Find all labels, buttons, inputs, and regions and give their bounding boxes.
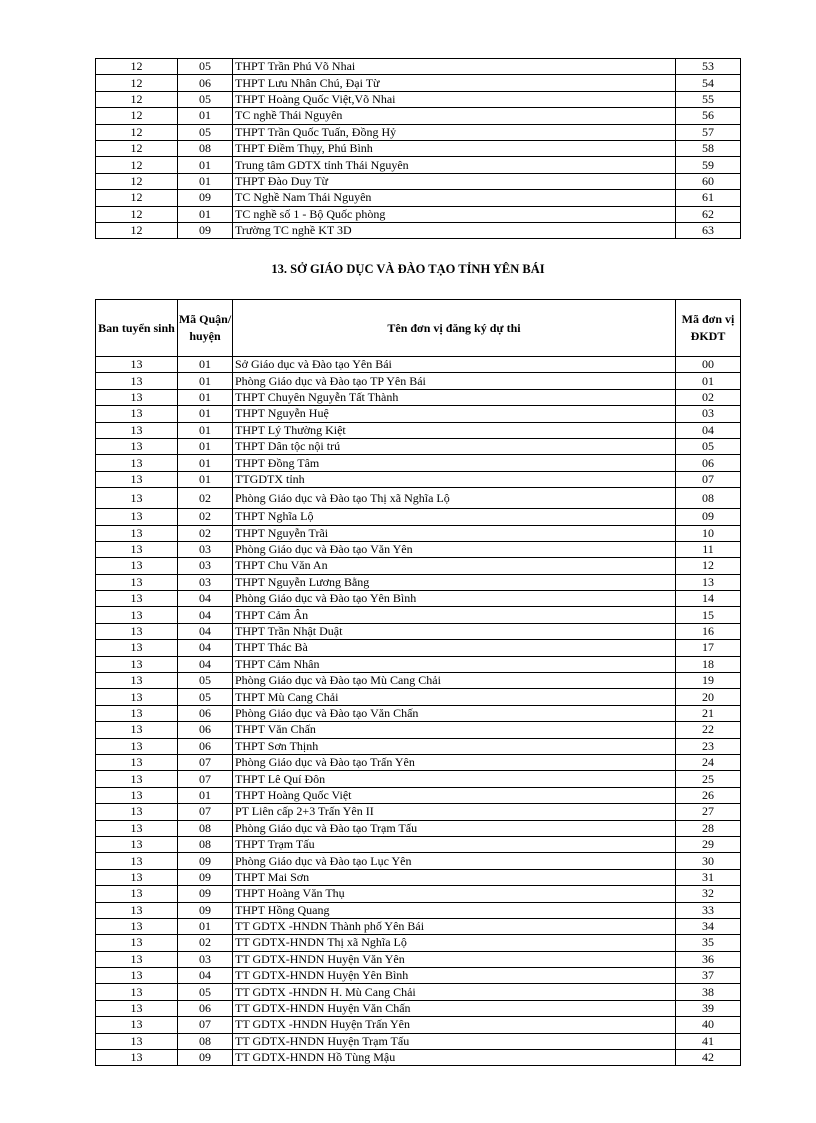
cell-ma-quan-huyen: 07: [178, 1017, 233, 1033]
cell-ten-don-vi: THPT Đồng Tâm: [233, 455, 676, 471]
cell-ban-tuyen-sinh: 13: [96, 968, 178, 984]
cell-ten-don-vi: TT GDTX -HNDN H. Mù Cang Chải: [233, 984, 676, 1000]
cell-ban-tuyen-sinh: 12: [96, 206, 178, 222]
cell-ten-don-vi: THPT Trạm Tấu: [233, 836, 676, 852]
cell-ban-tuyen-sinh: 12: [96, 108, 178, 124]
cell-ten-don-vi: THPT Hồng Quang: [233, 902, 676, 918]
cell-ma-don-vi: 01: [676, 373, 741, 389]
table-row: [96, 869, 741, 885]
cell-ma-quan-huyen: 02: [178, 488, 233, 509]
cell-ma-quan-huyen: 06: [178, 722, 233, 738]
continued-table: [95, 58, 741, 239]
cell-ma-quan-huyen: 01: [178, 438, 233, 454]
table-row: [96, 389, 741, 405]
cell-ma-quan-huyen: 08: [178, 1033, 233, 1049]
cell-ban-tuyen-sinh: 13: [96, 1000, 178, 1016]
cell-ban-tuyen-sinh: 13: [96, 722, 178, 738]
cell-ma-don-vi: 05: [676, 438, 741, 454]
cell-ban-tuyen-sinh: 13: [96, 373, 178, 389]
cell-ma-don-vi: 21: [676, 705, 741, 721]
cell-ma-quan-huyen: 08: [178, 820, 233, 836]
cell-ma-don-vi: 07: [676, 471, 741, 487]
table-row: [96, 591, 741, 607]
table-row: [96, 190, 741, 206]
cell-ban-tuyen-sinh: 13: [96, 1050, 178, 1066]
cell-ten-don-vi: THPT Thác Bà: [233, 640, 676, 656]
cell-ma-don-vi: 06: [676, 455, 741, 471]
cell-ban-tuyen-sinh: 13: [96, 673, 178, 689]
cell-ma-don-vi: 28: [676, 820, 741, 836]
cell-ma-don-vi: 20: [676, 689, 741, 705]
cell-ten-don-vi: THPT Mù Cang Chải: [233, 689, 676, 705]
cell-ma-quan-huyen: 05: [178, 124, 233, 140]
cell-ban-tuyen-sinh: 13: [96, 607, 178, 623]
cell-ten-don-vi: TT GDTX-HNDN Thị xã Nghĩa Lộ: [233, 935, 676, 951]
cell-ma-don-vi: 14: [676, 591, 741, 607]
cell-ma-don-vi: 54: [676, 75, 741, 91]
cell-ma-don-vi: 33: [676, 902, 741, 918]
cell-ma-don-vi: 61: [676, 190, 741, 206]
cell-ma-don-vi: 40: [676, 1017, 741, 1033]
cell-ma-quan-huyen: 06: [178, 705, 233, 721]
cell-ten-don-vi: Phòng Giáo dục và Đào tạo Văn Yên: [233, 541, 676, 557]
cell-ma-don-vi: 10: [676, 525, 741, 541]
cell-ban-tuyen-sinh: 13: [96, 574, 178, 590]
cell-ma-don-vi: 12: [676, 558, 741, 574]
cell-ban-tuyen-sinh: 12: [96, 173, 178, 189]
table-row: [96, 59, 741, 75]
cell-ten-don-vi: THPT Hoàng Văn Thụ: [233, 886, 676, 902]
cell-ma-quan-huyen: 06: [178, 75, 233, 91]
cell-ten-don-vi: THPT Cảm Nhân: [233, 656, 676, 672]
cell-ma-don-vi: 00: [676, 357, 741, 373]
table-row: [96, 438, 741, 454]
table-row: [96, 689, 741, 705]
cell-ban-tuyen-sinh: 13: [96, 438, 178, 454]
cell-ma-quan-huyen: 01: [178, 206, 233, 222]
cell-ma-don-vi: 24: [676, 754, 741, 770]
cell-ma-don-vi: 32: [676, 886, 741, 902]
cell-ma-quan-huyen: 04: [178, 607, 233, 623]
cell-ma-quan-huyen: 03: [178, 574, 233, 590]
cell-ban-tuyen-sinh: 13: [96, 918, 178, 934]
cell-ma-don-vi: 09: [676, 509, 741, 525]
cell-ban-tuyen-sinh: 12: [96, 59, 178, 75]
cell-ten-don-vi: THPT Nghĩa Lộ: [233, 509, 676, 525]
cell-ban-tuyen-sinh: 13: [96, 406, 178, 422]
table-row: [96, 738, 741, 754]
cell-ma-quan-huyen: 02: [178, 525, 233, 541]
cell-ma-don-vi: 08: [676, 488, 741, 509]
table-row: [96, 1050, 741, 1066]
cell-ma-don-vi: 16: [676, 623, 741, 639]
table-row: [96, 1033, 741, 1049]
cell-ten-don-vi: THPT Chuyên Nguyễn Tất Thành: [233, 389, 676, 405]
cell-ma-quan-huyen: 05: [178, 689, 233, 705]
cell-ten-don-vi: THPT Nguyễn Trãi: [233, 525, 676, 541]
table-row: [96, 787, 741, 803]
cell-ma-don-vi: 36: [676, 951, 741, 967]
cell-ten-don-vi: THPT Trần Phú Võ Nhai: [233, 59, 676, 75]
cell-ma-quan-huyen: 01: [178, 357, 233, 373]
table-row: [96, 820, 741, 836]
cell-ma-quan-huyen: 08: [178, 836, 233, 852]
cell-ma-quan-huyen: 06: [178, 738, 233, 754]
table-row: [96, 574, 741, 590]
table-row: [96, 935, 741, 951]
cell-ma-don-vi: 22: [676, 722, 741, 738]
cell-ban-tuyen-sinh: 13: [96, 640, 178, 656]
table-row: [96, 853, 741, 869]
table-row: [96, 902, 741, 918]
cell-ma-quan-huyen: 07: [178, 754, 233, 770]
cell-ma-don-vi: 59: [676, 157, 741, 173]
table-row: [96, 509, 741, 525]
cell-ten-don-vi: TC Nghề Nam Thái Nguyên: [233, 190, 676, 206]
cell-ban-tuyen-sinh: 13: [96, 509, 178, 525]
cell-ten-don-vi: TT GDTX-HNDN Huyện Văn Chấn: [233, 1000, 676, 1016]
cell-ban-tuyen-sinh: 12: [96, 124, 178, 140]
cell-ma-quan-huyen: 01: [178, 173, 233, 189]
table-row: [96, 373, 741, 389]
cell-ten-don-vi: THPT Trần Quốc Tuấn, Đồng Hỷ: [233, 124, 676, 140]
table-row: [96, 918, 741, 934]
table-row: [96, 222, 741, 238]
table-header-row: [96, 300, 741, 357]
table-row: [96, 951, 741, 967]
cell-ma-quan-huyen: 09: [178, 190, 233, 206]
cell-ma-quan-huyen: 05: [178, 59, 233, 75]
cell-ma-don-vi: 27: [676, 804, 741, 820]
cell-ma-quan-huyen: 01: [178, 422, 233, 438]
table-row: [96, 607, 741, 623]
cell-ma-don-vi: 04: [676, 422, 741, 438]
cell-ban-tuyen-sinh: 12: [96, 75, 178, 91]
cell-ma-quan-huyen: 05: [178, 91, 233, 107]
cell-ban-tuyen-sinh: 13: [96, 1033, 178, 1049]
cell-ma-quan-huyen: 09: [178, 902, 233, 918]
cell-ma-don-vi: 11: [676, 541, 741, 557]
cell-ten-don-vi: Phòng Giáo dục và Đào tạo Lục Yên: [233, 853, 676, 869]
table-row: [96, 656, 741, 672]
cell-ma-quan-huyen: 01: [178, 108, 233, 124]
cell-ten-don-vi: THPT Nguyễn Huệ: [233, 406, 676, 422]
cell-ten-don-vi: Phòng Giáo dục và Đào tạo Yên Bình: [233, 591, 676, 607]
cell-ban-tuyen-sinh: 13: [96, 541, 178, 557]
cell-ma-quan-huyen: 02: [178, 509, 233, 525]
cell-ban-tuyen-sinh: 13: [96, 886, 178, 902]
cell-ban-tuyen-sinh: 13: [96, 836, 178, 852]
table-row: [96, 984, 741, 1000]
cell-ban-tuyen-sinh: 13: [96, 488, 178, 509]
cell-ban-tuyen-sinh: 13: [96, 869, 178, 885]
cell-ten-don-vi: THPT Lê Quí Đôn: [233, 771, 676, 787]
cell-ban-tuyen-sinh: 12: [96, 140, 178, 156]
cell-ma-don-vi: 57: [676, 124, 741, 140]
registration-units-table-body: [96, 357, 741, 1066]
cell-ten-don-vi: THPT Hoàng Quốc Việt,Võ Nhai: [233, 91, 676, 107]
cell-ma-quan-huyen: 01: [178, 373, 233, 389]
table-row: [96, 108, 741, 124]
cell-ma-quan-huyen: 01: [178, 471, 233, 487]
cell-ma-don-vi: 42: [676, 1050, 741, 1066]
cell-ma-quan-huyen: 04: [178, 623, 233, 639]
header-ban-tuyen-sinh: Ban tuyển sinh: [96, 300, 178, 357]
cell-ma-quan-huyen: 03: [178, 541, 233, 557]
cell-ban-tuyen-sinh: 13: [96, 623, 178, 639]
table-row: [96, 525, 741, 541]
cell-ten-don-vi: THPT Văn Chấn: [233, 722, 676, 738]
cell-ma-don-vi: 39: [676, 1000, 741, 1016]
cell-ma-quan-huyen: 01: [178, 157, 233, 173]
cell-ma-don-vi: 25: [676, 771, 741, 787]
cell-ma-don-vi: 19: [676, 673, 741, 689]
cell-ma-quan-huyen: 04: [178, 656, 233, 672]
cell-ten-don-vi: THPT Dân tộc nội trú: [233, 438, 676, 454]
cell-ma-quan-huyen: 01: [178, 455, 233, 471]
cell-ten-don-vi: Trung tâm GDTX tỉnh Thái Nguyên: [233, 157, 676, 173]
cell-ma-quan-huyen: 01: [178, 406, 233, 422]
cell-ban-tuyen-sinh: 13: [96, 389, 178, 405]
cell-ma-don-vi: 23: [676, 738, 741, 754]
cell-ban-tuyen-sinh: 13: [96, 357, 178, 373]
cell-ban-tuyen-sinh: 13: [96, 471, 178, 487]
table-row: [96, 206, 741, 222]
table-row: [96, 124, 741, 140]
cell-ban-tuyen-sinh: 13: [96, 771, 178, 787]
table-row: [96, 623, 741, 639]
cell-ma-don-vi: 38: [676, 984, 741, 1000]
cell-ma-don-vi: 31: [676, 869, 741, 885]
table-row: [96, 471, 741, 487]
table-row: [96, 558, 741, 574]
cell-ma-quan-huyen: 03: [178, 558, 233, 574]
cell-ten-don-vi: THPT Hoàng Quốc Việt: [233, 787, 676, 803]
cell-ten-don-vi: THPT Cảm Ân: [233, 607, 676, 623]
cell-ten-don-vi: TT GDTX-HNDN Hồ Tùng Mậu: [233, 1050, 676, 1066]
cell-ma-don-vi: 15: [676, 607, 741, 623]
table-row: [96, 173, 741, 189]
cell-ten-don-vi: TT GDTX -HNDN Thành phố Yên Bái: [233, 918, 676, 934]
cell-ten-don-vi: THPT Trần Nhật Duật: [233, 623, 676, 639]
cell-ma-quan-huyen: 01: [178, 389, 233, 405]
cell-ma-don-vi: 56: [676, 108, 741, 124]
cell-ban-tuyen-sinh: 13: [96, 738, 178, 754]
cell-ma-don-vi: 17: [676, 640, 741, 656]
cell-ten-don-vi: THPT Đào Duy Từ: [233, 173, 676, 189]
cell-ban-tuyen-sinh: 13: [96, 984, 178, 1000]
cell-ma-quan-huyen: 05: [178, 673, 233, 689]
cell-ban-tuyen-sinh: 13: [96, 1017, 178, 1033]
cell-ten-don-vi: TT GDTX-HNDN Huyện Trạm Tấu: [233, 1033, 676, 1049]
cell-ma-don-vi: 03: [676, 406, 741, 422]
table-row: [96, 804, 741, 820]
cell-ten-don-vi: Phòng Giáo dục và Đào tạo Trấn Yên: [233, 754, 676, 770]
cell-ten-don-vi: THPT Sơn Thịnh: [233, 738, 676, 754]
cell-ten-don-vi: THPT Mai Sơn: [233, 869, 676, 885]
cell-ma-don-vi: 41: [676, 1033, 741, 1049]
cell-ma-don-vi: 58: [676, 140, 741, 156]
cell-ma-quan-huyen: 09: [178, 886, 233, 902]
table-row: [96, 357, 741, 373]
cell-ten-don-vi: Phòng Giáo dục và Đào tạo Thị xã Nghĩa Lộ: [233, 488, 676, 509]
cell-ten-don-vi: THPT Điềm Thụy, Phú Bình: [233, 140, 676, 156]
cell-ten-don-vi: TC nghề số 1 - Bộ Quốc phòng: [233, 206, 676, 222]
cell-ban-tuyen-sinh: 13: [96, 656, 178, 672]
table-row: [96, 722, 741, 738]
cell-ban-tuyen-sinh: 13: [96, 804, 178, 820]
cell-ten-don-vi: TC nghề Thái Nguyên: [233, 108, 676, 124]
cell-ma-quan-huyen: 07: [178, 771, 233, 787]
cell-ten-don-vi: THPT Lý Thường Kiệt: [233, 422, 676, 438]
cell-ten-don-vi: Phòng Giáo dục và Đào tạo Mù Cang Chải: [233, 673, 676, 689]
cell-ban-tuyen-sinh: 13: [96, 951, 178, 967]
cell-ban-tuyen-sinh: 13: [96, 455, 178, 471]
cell-ban-tuyen-sinh: 13: [96, 787, 178, 803]
cell-ma-quan-huyen: 09: [178, 869, 233, 885]
cell-ban-tuyen-sinh: 12: [96, 222, 178, 238]
cell-ma-quan-huyen: 04: [178, 968, 233, 984]
cell-ban-tuyen-sinh: 13: [96, 902, 178, 918]
cell-ma-don-vi: 63: [676, 222, 741, 238]
cell-ten-don-vi: TT GDTX-HNDN Huyện Yên Bình: [233, 968, 676, 984]
header-ma-don-vi: Mã đơn vị ĐKDT: [676, 300, 741, 357]
cell-ten-don-vi: TT GDTX-HNDN Huyện Văn Yên: [233, 951, 676, 967]
cell-ten-don-vi: Sở Giáo dục và Đào tạo Yên Bái: [233, 357, 676, 373]
table-row: [96, 140, 741, 156]
cell-ma-don-vi: 62: [676, 206, 741, 222]
cell-ten-don-vi: Phòng Giáo dục và Đào tạo TP Yên Bái: [233, 373, 676, 389]
table-row: [96, 640, 741, 656]
cell-ban-tuyen-sinh: 13: [96, 853, 178, 869]
table-row: [96, 157, 741, 173]
cell-ma-quan-huyen: 05: [178, 984, 233, 1000]
cell-ma-don-vi: 53: [676, 59, 741, 75]
header-ten-don-vi: Tên đơn vị đăng ký dự thi: [233, 300, 676, 357]
table-row: [96, 754, 741, 770]
table-row: [96, 91, 741, 107]
cell-ten-don-vi: THPT Chu Văn An: [233, 558, 676, 574]
cell-ma-don-vi: 02: [676, 389, 741, 405]
header-ma-quan-huyen: Mã Quận/ huyện: [178, 300, 233, 357]
cell-ban-tuyen-sinh: 12: [96, 157, 178, 173]
table-row: [96, 1000, 741, 1016]
cell-ma-don-vi: 18: [676, 656, 741, 672]
cell-ma-quan-huyen: 01: [178, 918, 233, 934]
registration-units-table: [95, 299, 741, 1066]
cell-ma-quan-huyen: 08: [178, 140, 233, 156]
table-row: [96, 771, 741, 787]
cell-ten-don-vi: Phòng Giáo dục và Đào tạo Trạm Tấu: [233, 820, 676, 836]
cell-ban-tuyen-sinh: 12: [96, 190, 178, 206]
cell-ban-tuyen-sinh: 12: [96, 91, 178, 107]
cell-ma-quan-huyen: 09: [178, 1050, 233, 1066]
cell-ban-tuyen-sinh: 13: [96, 591, 178, 607]
cell-ten-don-vi: THPT Nguyễn Lương Bằng: [233, 574, 676, 590]
cell-ma-quan-huyen: 04: [178, 640, 233, 656]
cell-ma-quan-huyen: 09: [178, 853, 233, 869]
cell-ma-quan-huyen: 09: [178, 222, 233, 238]
cell-ma-don-vi: 30: [676, 853, 741, 869]
table-row: [96, 455, 741, 471]
cell-ma-quan-huyen: 06: [178, 1000, 233, 1016]
cell-ten-don-vi: Phòng Giáo dục và Đào tạo Văn Chấn: [233, 705, 676, 721]
cell-ban-tuyen-sinh: 13: [96, 820, 178, 836]
cell-ma-quan-huyen: 07: [178, 804, 233, 820]
table-row: [96, 836, 741, 852]
cell-ma-quan-huyen: 01: [178, 787, 233, 803]
cell-ma-quan-huyen: 02: [178, 935, 233, 951]
cell-ten-don-vi: Trường TC nghề KT 3D: [233, 222, 676, 238]
cell-ten-don-vi: TT GDTX -HNDN Huyện Trấn Yên: [233, 1017, 676, 1033]
cell-ban-tuyen-sinh: 13: [96, 754, 178, 770]
table-row: [96, 488, 741, 509]
cell-ma-don-vi: 34: [676, 918, 741, 934]
cell-ma-don-vi: 29: [676, 836, 741, 852]
section-title: 13. SỞ GIÁO DỤC VÀ ĐÀO TẠO TỈNH YÊN BÁI: [271, 262, 545, 276]
cell-ma-don-vi: 37: [676, 968, 741, 984]
table-row: [96, 1017, 741, 1033]
cell-ban-tuyen-sinh: 13: [96, 422, 178, 438]
cell-ma-quan-huyen: 03: [178, 951, 233, 967]
cell-ma-don-vi: 55: [676, 91, 741, 107]
table-row: [96, 406, 741, 422]
cell-ten-don-vi: TTGDTX tỉnh: [233, 471, 676, 487]
table-row: [96, 968, 741, 984]
table-row: [96, 673, 741, 689]
cell-ten-don-vi: PT Liên cấp 2+3 Trấn Yên II: [233, 804, 676, 820]
cell-ten-don-vi: THPT Lưu Nhân Chú, Đại Từ: [233, 75, 676, 91]
cell-ma-quan-huyen: 04: [178, 591, 233, 607]
table-row: [96, 886, 741, 902]
cell-ma-don-vi: 35: [676, 935, 741, 951]
continued-table-body: [96, 59, 741, 239]
cell-ban-tuyen-sinh: 13: [96, 935, 178, 951]
cell-ma-don-vi: 26: [676, 787, 741, 803]
table-row: [96, 75, 741, 91]
cell-ban-tuyen-sinh: 13: [96, 558, 178, 574]
cell-ban-tuyen-sinh: 13: [96, 689, 178, 705]
cell-ban-tuyen-sinh: 13: [96, 525, 178, 541]
cell-ban-tuyen-sinh: 13: [96, 705, 178, 721]
cell-ma-don-vi: 13: [676, 574, 741, 590]
table-row: [96, 541, 741, 557]
cell-ma-don-vi: 60: [676, 173, 741, 189]
table-row: [96, 705, 741, 721]
table-row: [96, 422, 741, 438]
